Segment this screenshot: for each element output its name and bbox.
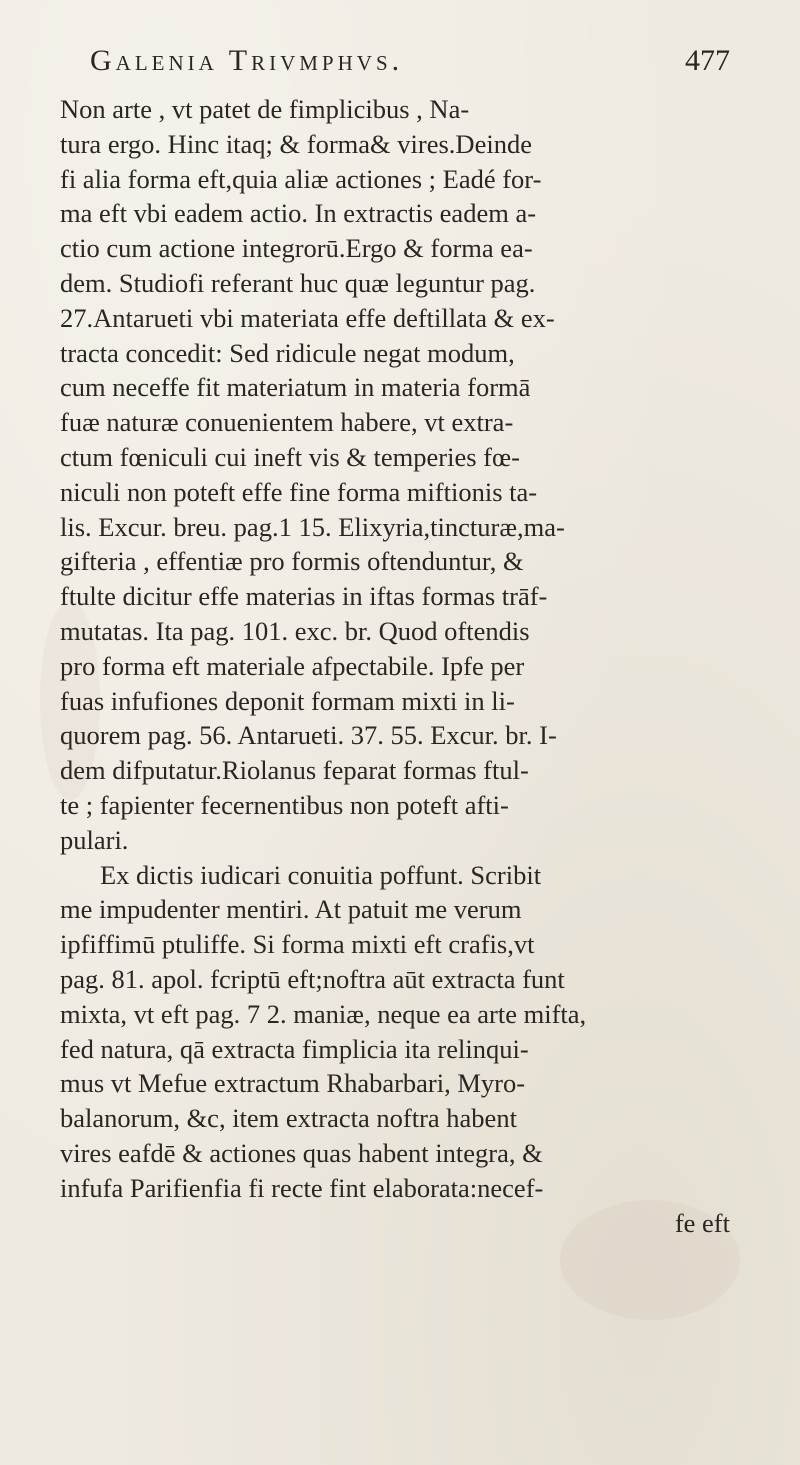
page-number: 477	[685, 44, 730, 77]
text-line: lis. Excur. breu. pag.1 15. Elixyria,tincturæ,ma-	[60, 511, 565, 542]
text-line: fuæ naturæ conuenientem habere, vt extra-	[60, 407, 514, 438]
paragraph-2	[60, 858, 760, 1206]
text-line: quorem pag. 56. Antarueti. 37. 55. Excur. br. I-	[60, 720, 557, 751]
text-line: ctio cum actione integrorū.Ergo & forma ea-	[60, 233, 533, 264]
page-header	[90, 44, 730, 78]
text-line: gifteria , effentiæ pro formis oftenduntur, &	[60, 546, 524, 577]
text-line: mixta, vt eft pag. 7 2. maniæ, neque ea arte mifta,	[60, 998, 587, 1029]
text-line: fed natura, qā extracta fimplicia ita relinqui-	[60, 1033, 529, 1064]
text-line: me impudenter mentiri. At patuit me verum	[60, 894, 522, 925]
catchword: fe eft	[674, 1207, 730, 1238]
text-line: pro forma eft materiale afpectabile. Ipfe per	[60, 650, 525, 681]
body-text	[60, 92, 760, 1240]
text-line: pulari.	[60, 824, 129, 855]
text-line: 27.Antarueti vbi materiata effe deftillata & ex-	[60, 302, 555, 333]
text-line: dem. Studiofi referant huc quæ leguntur pag.	[60, 267, 536, 298]
running-title: Galenia Trivmphvs.	[90, 44, 404, 77]
text-line: mus vt Mefue extractum Rhabarbari, Myro-	[60, 1068, 526, 1099]
text-line: te ; fapienter fecernentibus non poteft afti-	[60, 789, 509, 820]
text-line: Non arte , vt patet de fimplicibus , Na-	[60, 94, 470, 124]
text-line: tura ergo. Hinc itaq; & forma& vires.Deinde	[60, 128, 532, 159]
text-line: ipfiffimū ptuliffe. Si forma mixti eft crafis,vt	[60, 929, 535, 960]
text-line: ma eft vbi eadem actio. In extractis eadem a-	[60, 198, 537, 229]
paragraph-1	[60, 92, 760, 858]
text-line: ctum fœniculi cui ineft vis & temperies fœ-	[60, 441, 520, 472]
text-line: niculi non poteft effe fine forma miftionis ta-	[60, 476, 538, 507]
text-line: balanorum, &c, item extracta noftra habent	[60, 1103, 517, 1134]
text-line: ftulte dicitur effe materias in iftas formas trāf-	[60, 581, 548, 612]
text-line: fi alia forma eft,quia aliæ actiones ; Eadé for-	[60, 163, 542, 194]
text-line: cum neceffe fit materiatum in materia formā	[60, 372, 531, 403]
text-line: vires eafdē & actiones quas habent integra, &	[60, 1137, 543, 1168]
text-line: tracta concedit: Sed ridicule negat modum,	[60, 337, 515, 368]
text-line: mutatas. Ita pag. 101. exc. br. Quod oftendis	[60, 615, 530, 646]
text-line: fuas infufiones deponit formam mixti in li-	[60, 685, 515, 716]
text-line: pag. 81. apol. fcriptū eft;noftra aūt extracta funt	[60, 963, 565, 994]
text-line: dem difputatur.Riolanus feparat formas ftul-	[60, 755, 529, 786]
text-line: Ex dictis iudicari conuitia poffunt. Scribit	[100, 859, 542, 890]
text-line: infufa Parifienfia fi recte fint elaborata:necef-	[60, 1172, 544, 1203]
